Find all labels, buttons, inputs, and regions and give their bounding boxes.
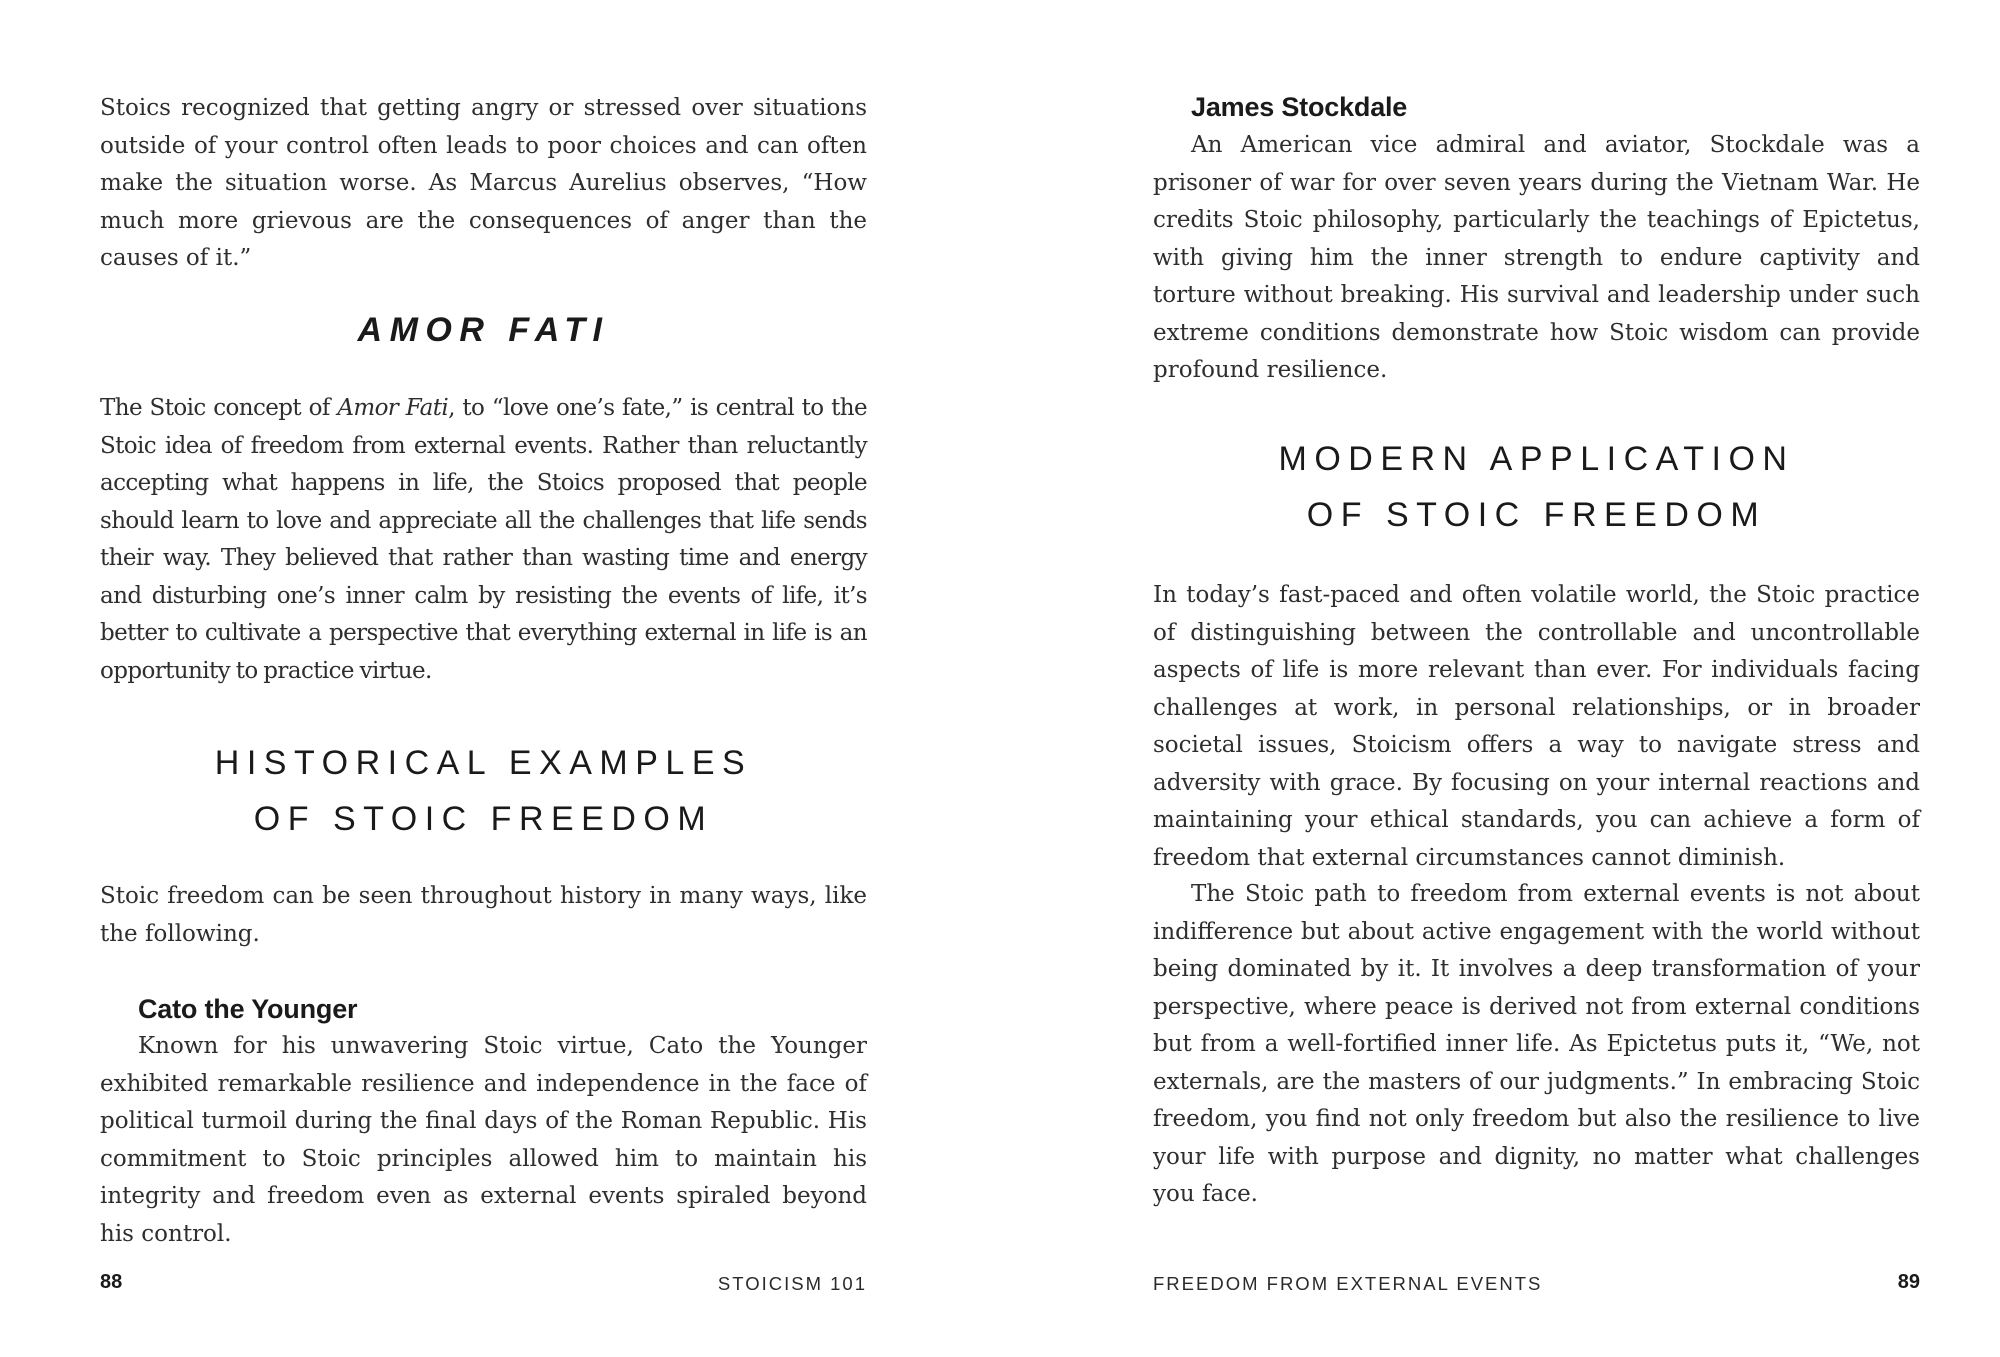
amor-fati-paragraph <box>100 390 867 690</box>
right-page <box>1153 0 1920 1357</box>
modern-paragraph-1: In today’s fast-paced and often volatile world, the Stoic practice of distinguishing between the controllable and uncontrollable aspects of life is more relevant than ever. For individuals facing challenges at work, in personal relationships, or in broader societal issues, Stoicism offers a way to navigate stress and adversity with grace. By focusing on your internal reactions and maintaining your ethical standards, you can achieve a form of freedom that external circumstances cannot diminish. <box>1153 582 1920 871</box>
modern-paragraph-2: The Stoic path to freedom from external events is not about indifference but about active engagement with the world without being dominated by it. It involves a deep transformation of your perspective, where peace is derived not from external conditions but from a well-fortified inner life. As Epictetus puts it, “We, not externals, are the masters of our judgments.” In embracing Stoic freedom, you find not only freedom but also the resilience to live your life with purpose and dignity, no matter what challenges you face. <box>1153 881 1920 1207</box>
amor-fati-term: Amor Fati <box>337 395 449 421</box>
intro-paragraph: Stoics recognized that getting angry or stressed over situations outside of your control often leads to poor choices and can often make the situation worse. As Marcus Aurelius observes, “How much more grievous are the consequences of anger than the causes of it.” <box>100 95 867 271</box>
left-page <box>100 0 867 1357</box>
modern-heading-line2: OF STOIC FREEDOM <box>1306 496 1767 534</box>
historical-heading-line1: HISTORICAL EXAMPLES <box>214 744 753 782</box>
modern-heading-line1: MODERN APPLICATION <box>1278 440 1795 478</box>
historical-intro: Stoic freedom can be seen throughout history in many ways, like the following. <box>100 883 867 947</box>
modern-heading <box>1153 431 1920 543</box>
cato-paragraph: Known for his unwavering Stoic virtue, Cato the Younger exhibited remarkable resilience and independence in the face of political turmoil during the final days of the Roman Republic. His commitment to Stoic principles allowed him to maintain his integrity and freedom even as external events spiraled beyond his control. <box>100 1033 867 1247</box>
page-number-left: 88 <box>100 1271 123 1293</box>
amor-fati-text-after: , to “love one’s fate,” is central to the Stoic idea of freedom from external events. Rather than reluctantly accepting what happens in life, the Stoics proposed that people should learn to love and appreciate all the challenges that life sends their way. They believed that rather than wasting time and energy and disturbing one’s inner calm by resisting the events of life, it’s better to cultivate a perspective that everything external in life is an opportunity to practice virtue. <box>100 395 867 684</box>
cato-subheading: Cato the Younger <box>138 994 358 1024</box>
historical-heading <box>100 735 867 847</box>
amor-fati-text-before: The Stoic concept of <box>100 395 338 421</box>
stockdale-paragraph: An American vice admiral and aviator, Stockdale was a prisoner of war for over seven years during the Vietnam War. He credits Stoic philosophy, particularly the teachings of Epictetus, with giving him the inner strength to endure captivity and torture without breaking. His survival and leadership under such extreme conditions demonstrate how Stoic wisdom can provide profound resilience. <box>1153 132 1920 383</box>
stockdale-subheading: James Stockdale <box>1191 92 1408 122</box>
page-number-right: 89 <box>1897 1271 1920 1293</box>
running-title-right: FREEDOM FROM EXTERNAL EVENTS <box>1153 1273 1543 1294</box>
amor-fati-heading: AMOR FATI <box>357 311 610 349</box>
historical-heading-line2: OF STOIC FREEDOM <box>253 800 714 838</box>
running-title-left: STOICISM 101 <box>717 1273 867 1294</box>
